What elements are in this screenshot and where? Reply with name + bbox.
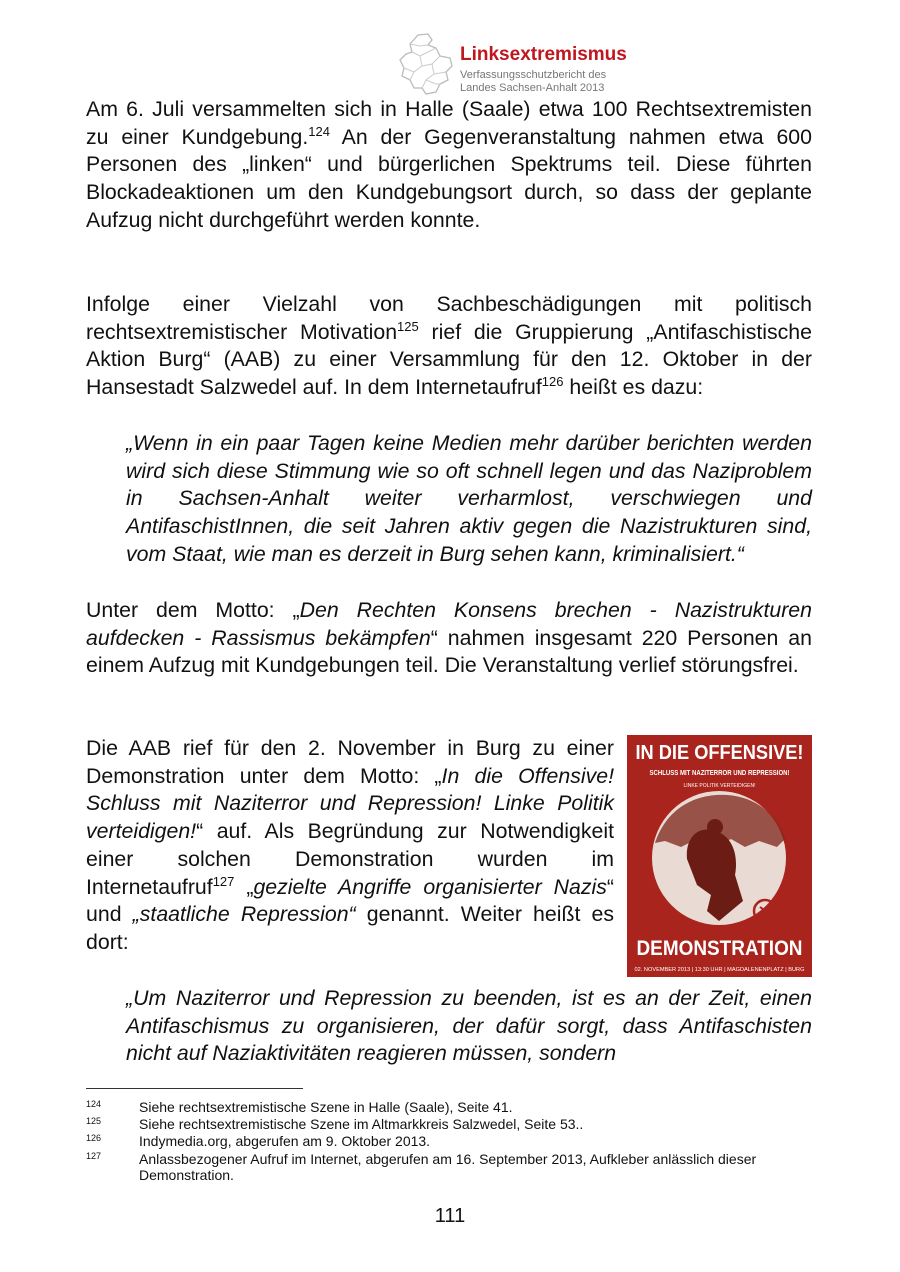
paragraph-text: “ und — [86, 874, 614, 927]
paragraph-text: rief die Gruppierung „Antifaschistische Aktion Burg“ (AAB) zu einer Versammlung für den 12. Oktober in der Hansestadt Salzwedel auf. In dem Internetaufruf — [86, 319, 812, 400]
paragraph-text: “ auf. Als Begründung zur Notwendigkeit einer solchen Demonstration wurden im Internetaufruf — [86, 819, 614, 899]
poster-subline2: LINKE POLITIK VERTEIDIGEN! — [683, 783, 756, 789]
footnote-ref: 125 — [397, 318, 419, 334]
footnote-text: Anlassbezogener Aufruf im Internet, abgerufen am 16. September 2013, Aufkleber anlässlich dieser Demonstration. — [139, 1151, 757, 1183]
paragraph-halle — [86, 96, 812, 235]
motto-text: Den Rechten Konsens brechen - Nazistrukturen aufdecken - Rassismus bekämpfen — [86, 598, 812, 650]
paragraph-text: Unter dem Motto: „ — [86, 598, 300, 622]
quote-text: gezielte Angriffe organisierter Nazis — [253, 874, 607, 899]
page-header — [398, 32, 698, 96]
paragraph-salzwedel — [86, 291, 812, 402]
poster-bottom-title: DEMONSTRATION — [636, 937, 803, 960]
footnote-number: 125 — [86, 1116, 102, 1126]
paragraph-text: Infolge einer Vielzahl von Sachbeschädigungen mit politisch rechtsextremistischer Motivation — [86, 292, 812, 344]
paragraph-text: An der Gegenveranstaltung nahmen etwa 600 Personen des „linken“ und bürgerlichen Spektrums teil. Diese führten Blockadeaktionen um den Kundgebungsort durch, so dass der geplante Aufzug nicht durchgeführt werden konnte. — [86, 124, 812, 232]
footnote-text: Siehe rechtsextremistische Szene in Halle (Saale), Seite 41. — [139, 1099, 513, 1115]
footnote-divider — [86, 1088, 303, 1089]
paragraph-text: „ — [234, 874, 254, 899]
paragraph-text: Am 6. Juli versammelten sich in Halle (Saale) etwa 100 Rechtsextremisten zu einer Kundgebung. — [86, 97, 812, 149]
page-number: 111 — [434, 1205, 466, 1227]
footnote-number: 126 — [86, 1133, 102, 1143]
paragraph-burg — [86, 735, 614, 957]
header-subtitle-line2: Landes Sachsen-Anhalt 2013 — [460, 82, 605, 94]
footnote-text: Siehe rechtsextremistische Szene im Altmarkkreis Salzwedel, Seite 53.. — [139, 1116, 584, 1132]
header-subtitle-line1: Verfassungsschutzbericht des — [460, 69, 607, 81]
paragraph-text: “ nahmen insgesamt 220 Personen an einem Aufzug mit Kundgebungen teil. Die Veranstaltung verlief störungsfrei. — [86, 625, 812, 678]
paragraph-motto — [86, 597, 812, 680]
footnote-text: Indymedia.org, abgerufen am 9. Oktober 2013. — [139, 1133, 431, 1149]
block-quote: „Wenn in ein paar Tagen keine Medien mehr darüber berichten werden wird sich diese Stimmung wie so oft schnell legen und das Naziproblem in Sachsen-Anhalt weiter verharmlost, verschwiegen und AntifaschistInnen, die seit Jahren aktiv gegen die Nazistrukturen sind, vom Staat, wie man es derzeit in Burg sehen kann, kriminalisiert.“ — [126, 431, 812, 566]
footnote-number: 124 — [86, 1099, 102, 1109]
poster-headline: IN DIE OFFENSIVE! — [635, 742, 804, 764]
block-quote: „Um Naziterror und Repression zu beenden, ist es an der Zeit, einen Antifaschismus zu organisieren, der dafür sorgt, dass Antifaschisten nicht auf Naziaktivitäten reagieren müssen, sondern — [126, 986, 812, 1066]
quote-text: „staatliche Repression“ — [132, 902, 356, 927]
paragraph-text: genannt. Weiter heißt es dort: — [86, 902, 614, 954]
footnote-ref: 124 — [308, 123, 330, 139]
paragraph-text: heißt es dazu: — [563, 375, 704, 400]
footnote-ref: 126 — [541, 374, 564, 390]
header-title: Linksextremismus — [460, 44, 627, 65]
footnote-ref: 127 — [212, 873, 235, 889]
poster-subline: SCHLUSS MIT NAZITERROR UND REPRESSION! — [649, 770, 790, 777]
motto-text: In die Offensive! Schluss mit Naziterror und Repression! Linke Politik verteidigen! — [86, 763, 614, 844]
poster-footer: 02. NOVEMBER 2013 | 13:30 UHR | MAGDALENENPLATZ | BURG — [634, 967, 805, 973]
poster-artwork — [627, 735, 812, 977]
demonstration-poster — [627, 735, 812, 977]
footnote-number: 127 — [86, 1151, 102, 1161]
saxony-anhalt-map-icon — [398, 32, 454, 96]
paragraph-text: Die AAB rief für den 2. November in Burg zu einer Demonstration unter dem Motto: „ — [86, 736, 614, 788]
